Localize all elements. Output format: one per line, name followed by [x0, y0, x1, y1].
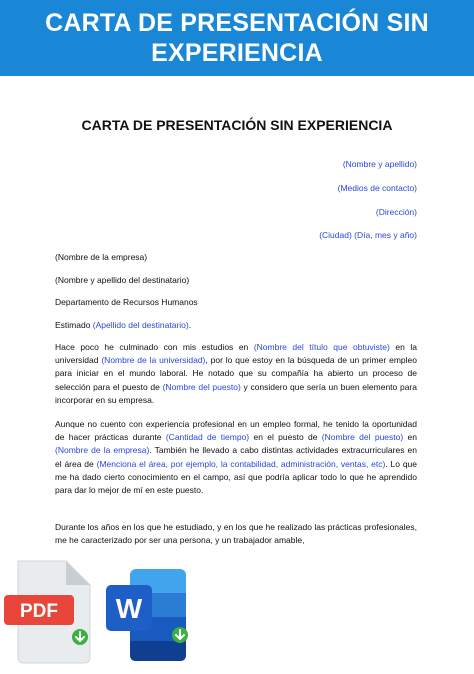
- header-banner: [0, 0, 474, 76]
- paragraph-3: [55, 521, 417, 547]
- sender-address: (Dirección): [375, 207, 417, 217]
- pdf-label: PDF: [20, 601, 58, 622]
- greeting-placeholder: (Apellido del destinatario): [92, 320, 189, 330]
- p1-placeholder-title: (Nombre del título que obtuviste): [253, 342, 390, 352]
- department-line: Departamento de Recursos Humanos: [55, 297, 198, 307]
- p1-text-4: y considero que sería un buen elemento para incorporar en su empresa.: [55, 381, 417, 405]
- sender-city-date: (Ciudad) (Día, mes y año): [319, 230, 417, 240]
- paragraph-1: [55, 341, 417, 407]
- p1-placeholder-position: (Nombre del puesto): [162, 381, 241, 392]
- word-file-icon[interactable]: [100, 555, 200, 669]
- document-title: CARTA DE PRESENTACIÓN SIN EXPERIENCIA: [81, 117, 393, 133]
- p2-placeholder-position: (Nombre del puesto): [321, 432, 404, 443]
- recipient-name: (Nombre y apellido del destinatario): [55, 275, 190, 285]
- p1-placeholder-university: (Nombre de la universidad): [101, 355, 206, 366]
- greeting-line: [55, 320, 191, 330]
- p2-text-5: . Lo que me ha dado cierto conocimiento en el campo, así que podría aplicar todo lo que he aprendido para dar lo mejor de mí en este puesto.: [55, 458, 418, 496]
- p1-text-2: en la universidad: [55, 342, 418, 366]
- p2-text-3: en: [403, 432, 417, 443]
- p3-text-1: Durante los años en los que he estudiado, y en los que he realizado las prácticas profesionales, me he caracterizado por ser una persona, y un trabajador amable,: [55, 522, 417, 546]
- p2-placeholder-time: (Cantidad de tiempo): [165, 432, 250, 443]
- sender-name: (Nombre y apellido): [342, 159, 417, 169]
- paragraph-2: [55, 418, 417, 497]
- word-label: W: [115, 593, 143, 624]
- p2-placeholder-company: (Nombre de la empresa): [55, 445, 150, 456]
- p2-placeholder-area: (Menciona el área, por ejemplo, la contabilidad, administración, ventas, etc): [96, 458, 386, 469]
- recipient-company: (Nombre de la empresa): [55, 252, 148, 262]
- banner-title: CARTA DE PRESENTACIÓN SIN EXPERIENCIA: [45, 9, 429, 67]
- p1-text-1: Hace poco he culminado con mis estudios en: [55, 342, 254, 352]
- sender-contact: (Medios de contacto): [337, 183, 417, 193]
- greeting-suffix: .: [188, 320, 192, 330]
- pdf-file-icon[interactable]: [2, 557, 100, 669]
- p2-text-2: en el puesto de: [249, 432, 322, 443]
- p1-text-3: , por lo que estoy en la búsqueda de un primer empleo para iniciar en el mundo laboral. He notado que su compañía ha abierto un proceso de selección para el puesto de: [55, 355, 417, 392]
- p2-text-4: . También he llevado a cabo distintas actividades extracurriculares en el área de: [55, 445, 417, 469]
- p2-text-1: Aunque no cuento con experiencia profesional en un empleo formal, he tenido la oportunidad de hacer prácticas durante: [55, 419, 417, 443]
- greeting-prefix: Estimado: [55, 320, 93, 330]
